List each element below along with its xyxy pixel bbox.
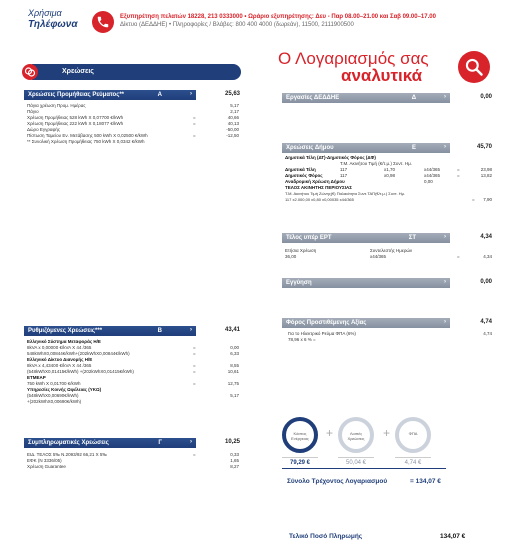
tap-row: 117 x2.000,00 x0,80 x0,00035 x44/365 xyxy=(285,197,354,202)
chevron-right-icon: › xyxy=(190,439,192,445)
deddie-total: 0,00 xyxy=(480,94,492,100)
page-subtitle: αναλυτικά xyxy=(341,66,423,85)
regulated-key: B xyxy=(157,328,162,334)
regulated-row-value: 5,17 xyxy=(230,393,239,398)
donut-other xyxy=(338,417,374,453)
ert-days: x44/365 xyxy=(370,254,387,259)
regulated-row-text: (548kWhX0,01415€/kWh) +(202kWhX0,01415€/kWh) xyxy=(27,369,134,374)
vat-bar xyxy=(282,318,450,328)
vat-label: Φόρος Προστιθέμενης Αξίας xyxy=(286,320,367,326)
mun-levy-value: 13,82 xyxy=(480,173,492,178)
supply-row-text: ** Συνολική Χρέωση Προμήθειας 750 kWh Χ 0,0342 €/kWh xyxy=(27,139,145,144)
misc-row-text: ΕΦΚ (Ν 3336/05) xyxy=(27,458,62,463)
chevron-right-icon: › xyxy=(444,279,446,285)
tap-cols: Τ.Μ. Ακινήτου Τιμή Ζώνης(€) Παλαιότητα Συντ.ΤΑΠ(€/τ.μ.) Συντ. Ημ. xyxy=(285,191,406,196)
supply-row-value: -12,50 xyxy=(226,133,239,138)
other-amount: 50,04 € xyxy=(338,457,374,466)
municipal-cols: Τ.Μ. Ακινήτου Τιμή (€/τ.μ.) Συντ. Ημ. xyxy=(340,161,413,166)
regulated-row-text: Ελληνικό Σύστημα Μεταφοράς Η/Ε xyxy=(27,339,101,344)
ert-bar xyxy=(282,233,450,243)
mun-tax-price: x1,70 xyxy=(384,167,396,172)
supply-row-text: Χρέωση Προμήθειας 222 kWh Χ 0,18077 €/kWh xyxy=(27,121,124,126)
contact-info xyxy=(120,13,436,29)
supply-key: A xyxy=(157,92,162,98)
regulated-row-text: 8kVA x 4,43400 €/kVA X 44 /365 xyxy=(27,363,92,368)
tap-value: 7,90 xyxy=(483,197,492,202)
regulated-row-sign: = xyxy=(193,369,196,374)
vat-amount: 4,74 € xyxy=(395,457,431,466)
regulated-row-text: 8kVA x 0,00000 €/kVA X 44 /365 xyxy=(27,345,92,350)
chevron-right-icon: › xyxy=(444,94,446,100)
supply-row-text: Δώρο Εγγραφής xyxy=(27,127,61,132)
brand-line-2: Τηλέφωνα xyxy=(28,19,78,30)
misc-row-value: 0,33 xyxy=(230,452,239,457)
vat-row-value: 4,74 xyxy=(483,331,492,336)
final-payment-label: Τελικό Ποσό Πληρωμής xyxy=(289,533,363,540)
misc-charges-label: Συμπληρωματικές Χρεώσεις xyxy=(28,440,109,446)
mun-levy-m2: 117 xyxy=(340,173,348,178)
phone-icon xyxy=(92,11,114,33)
mun-tax-days: x44/365 xyxy=(424,167,441,172)
deddie-bar xyxy=(282,93,450,103)
supply-row-text: Πίστωση Ταμείου Εν. Μετάβασης 500 kWh Χ 0,02500 €/kWh xyxy=(27,133,148,138)
vat-row: Για το Ηλεκτρικό Ρεύμα ΦΠΑ (6%) xyxy=(288,331,356,336)
brand-line-1: Χρήσιμα xyxy=(28,8,62,18)
vat-total: 4,74 xyxy=(480,319,492,325)
supply-row-text: Πάγια χρέωση Προμ. Ημέρας xyxy=(27,103,86,108)
regulated-row-value: 8,55 xyxy=(230,363,239,368)
municipal-bar xyxy=(282,143,450,153)
municipal-key: Ε xyxy=(411,145,416,151)
charges-pill: Χρεώσεις xyxy=(32,64,241,80)
supply-row-value: -50,00 xyxy=(226,127,239,132)
supply-charges-bar xyxy=(24,90,196,100)
ert-value: 4,34 xyxy=(483,254,492,259)
municipal-total: 45,70 xyxy=(476,144,492,150)
supply-row-sign: = xyxy=(193,115,196,120)
mun-tax-m2: 117 xyxy=(340,167,348,172)
useful-phones-title xyxy=(28,8,78,30)
regulated-row-value: 12,75 xyxy=(227,381,239,386)
ert-col2: Συντελεστής Ημερών xyxy=(370,248,413,253)
regulated-row-sign: = xyxy=(193,363,196,368)
supply-row-value: 40,13 xyxy=(227,121,239,126)
coins-icon xyxy=(22,64,38,80)
ert-label: Τέλος υπέρ ΕΡΤ xyxy=(286,235,332,241)
mun-tax-name: Δημοτικά Τέλη xyxy=(285,167,316,172)
service-line: Εξυπηρέτηση πελατών 18228, 213 0333000 • Ωράριο εξυπηρέτησης: Δευ - Παρ 08.00–21.00 και Σαβ 09.00–17.00 xyxy=(120,14,436,20)
guarantee-total: 0,00 xyxy=(480,279,492,285)
current-total-label: Σύνολο Τρέχοντος Λογαριασμού xyxy=(287,478,388,485)
donut-other-label: Λοιπές Χρεώσεις xyxy=(347,431,365,441)
regulated-row-text: (548kWhX0,00690€/kWh) xyxy=(27,393,79,398)
mun-levy-price: x0,98 xyxy=(384,173,396,178)
supply-row-value: 5,17 xyxy=(230,103,239,108)
deddie-label: Εργασίες ΔΕΔΔΗΕ xyxy=(286,95,340,101)
guarantee-bar xyxy=(282,278,450,288)
supply-row-sign: = xyxy=(193,133,196,138)
misc-key: Γ xyxy=(158,440,162,446)
final-payment-value: 134,07 € xyxy=(440,533,466,540)
tap-sign: = xyxy=(472,197,475,202)
regulated-row-value: 0,00 xyxy=(230,345,239,350)
regulated-total: 43,41 xyxy=(224,327,240,333)
regulated-row-value: 6,33 xyxy=(230,351,239,356)
regulated-row-sign: = xyxy=(193,381,196,386)
regulated-charges-label: Ρυθμιζόμενες Χρεώσεις*** xyxy=(28,328,103,334)
mun-levy-name: Δημοτικός Φόρος xyxy=(285,173,323,178)
mun-levy-sign: = xyxy=(457,173,460,178)
plus-icon: + xyxy=(326,426,334,440)
regulated-row-text: Ελληνικό Δίκτυο Διανομής Η/Ε xyxy=(27,357,93,362)
misc-row-value: 1,65 xyxy=(230,458,239,463)
regulated-row-sign: = xyxy=(193,345,196,350)
misc-total: 10,25 xyxy=(224,439,240,445)
regulated-row-value: 10,61 xyxy=(227,369,239,374)
mun-retro-value: 0,00 xyxy=(424,179,433,184)
supply-total: 25,63 xyxy=(224,91,240,97)
tap-head: ΤΕΛΟΣ ΑΚΙΝΗΤΗΣ ΠΕΡΙΟΥΣΙΑΣ xyxy=(285,185,352,190)
supply-row-value: 40,66 xyxy=(227,115,239,120)
plus-icon: + xyxy=(383,426,391,440)
donut-energy-label: Κόστος Ενέργειας xyxy=(291,431,309,441)
chevron-right-icon: › xyxy=(190,91,192,97)
mun-tax-value: 23,98 xyxy=(480,167,492,172)
page-title: Ο Λογαριασμός σας xyxy=(278,49,429,68)
ert-total: 4,34 xyxy=(480,234,492,240)
guarantee-label: Εγγύηση xyxy=(286,280,312,286)
misc-row-value: 8,27 xyxy=(230,464,239,469)
municipal-label: Χρεώσεις Δήμου xyxy=(286,145,334,151)
chevron-right-icon: › xyxy=(444,319,446,325)
magnifier-icon xyxy=(458,51,490,83)
supply-row-value: 2,17 xyxy=(230,109,239,114)
supply-row-text: Πάγιο xyxy=(27,109,39,114)
mun-tax-sign: = xyxy=(457,167,460,172)
chevron-right-icon: › xyxy=(190,327,192,333)
summary-divider xyxy=(282,468,446,469)
supply-charges-label: Χρεώσεις Προμήθειας Ρεύματος** xyxy=(28,92,124,98)
chevron-right-icon: › xyxy=(444,144,446,150)
donut-vat-label: ΦΠΑ xyxy=(408,431,418,436)
deddie-key: Δ xyxy=(411,95,416,101)
regulated-charges-bar xyxy=(24,326,196,336)
regulated-row-text: ΕΤΜΕΑΡ xyxy=(27,375,46,380)
donut-energy xyxy=(282,417,318,453)
energy-amount: 79,29 € xyxy=(282,457,318,466)
misc-charges-bar xyxy=(24,438,196,448)
supply-row-sign: = xyxy=(193,121,196,126)
regulated-row-text: +(202kWhX0,00690€/kWh) xyxy=(27,399,82,404)
regulated-row-sign: = xyxy=(193,351,196,356)
donut-vat xyxy=(395,417,431,453)
mun-levy-days: x44/365 xyxy=(424,173,441,178)
supply-row-text: Χρέωση Προμήθειας 528 kWh Χ 0,07700 €/kWh xyxy=(27,115,124,120)
misc-row-sign: = xyxy=(193,452,196,457)
municipal-head: Δημοτικά Τέλη (ΔΤ)-Δημοτικός Φόρος (ΔΦ) xyxy=(285,155,376,160)
mun-retro-label: Αναδρομική Χρέωση Δήμου xyxy=(285,179,345,184)
ert-annual: 36,00 xyxy=(285,254,297,259)
ert-sign: = xyxy=(457,254,460,259)
vat-calc: 78,96 x 6 % = xyxy=(288,337,316,342)
current-total-value: = 134,07 € xyxy=(410,478,441,485)
chevron-right-icon: › xyxy=(444,234,446,240)
ert-key: ΣΤ xyxy=(408,235,416,241)
regulated-row-text: 548kWhX0,00844€/kWh+(202kWhX0,00844€/kWh) xyxy=(27,351,130,356)
network-line: Δίκτυο (ΔΕΔΔΗΕ) • Πληροφορίες / Βλάβες: 800 400 4000 (δωρεάν), 11500, 2111900500 xyxy=(120,22,354,28)
misc-row-text: ΕΙΔ. ΤΕΛΟΣ 5‰ Ν.2093/92 66,21 Χ 5‰ xyxy=(27,452,107,457)
misc-row-text: Χρέωση Guarantee xyxy=(27,464,66,469)
regulated-row-text: Υπηρεσίες Κοινής Ωφέλειας (ΥΚΩ) xyxy=(27,387,102,392)
ert-col1: Ετήσια Χρέωση xyxy=(285,248,317,253)
regulated-row-text: 750 kWh X 0,01700 €/kWh xyxy=(27,381,81,386)
